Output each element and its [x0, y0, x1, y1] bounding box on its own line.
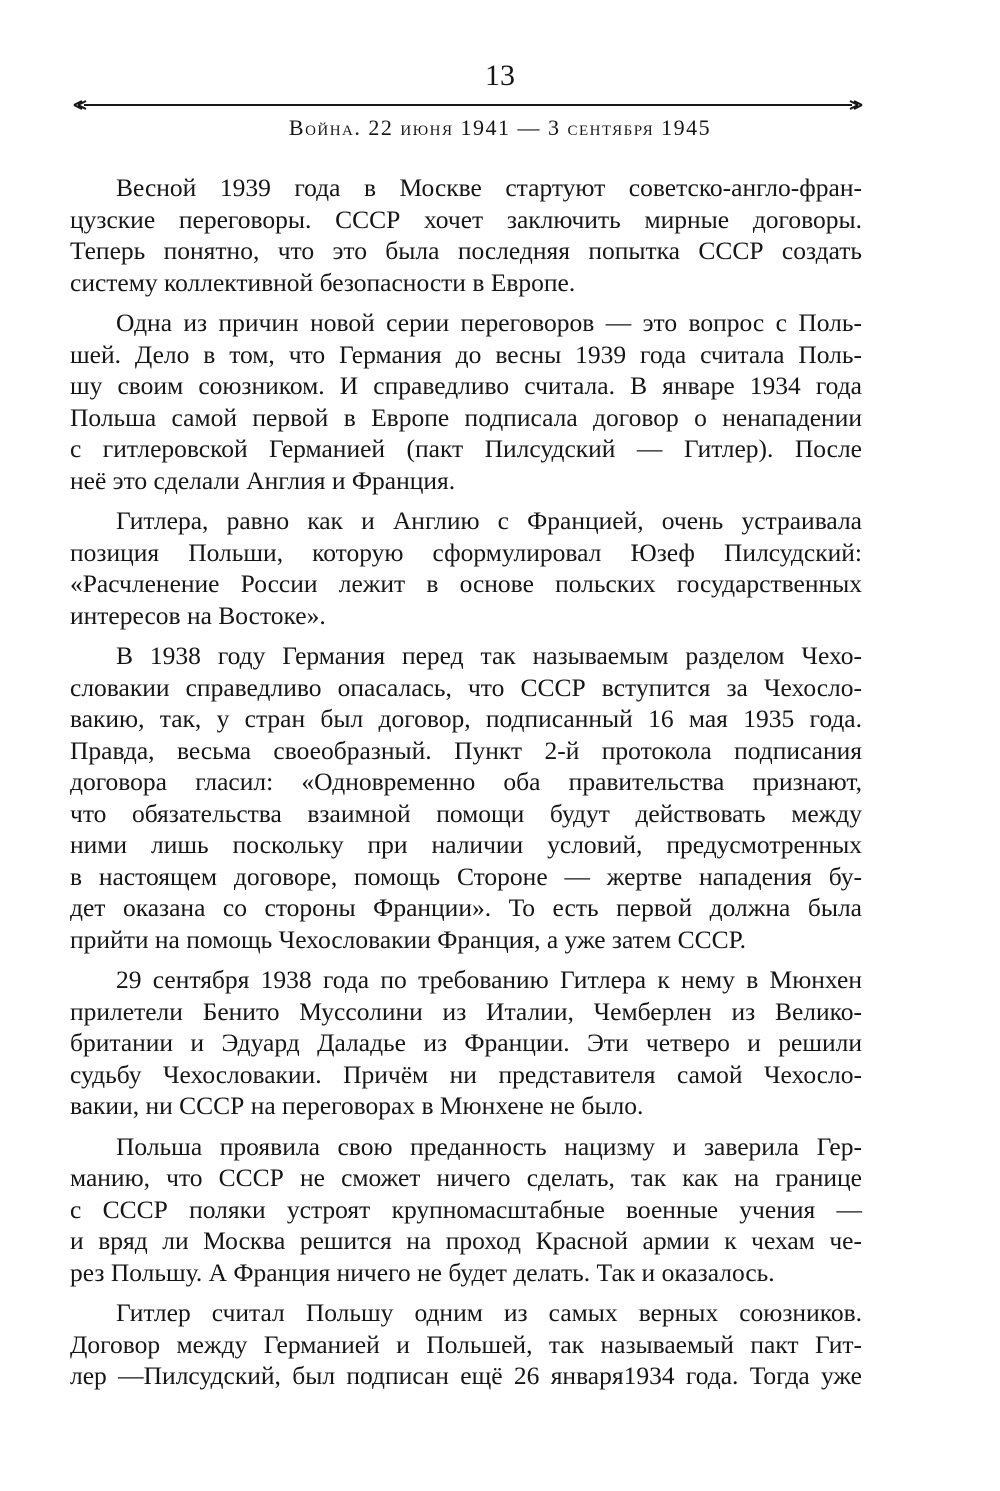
text-line: вакию, так, у стран был договор, подписанный 16 мая 1935 года.: [70, 704, 862, 733]
text-line: Весной 1939 года в Москве стартуют советско-англо-фран-: [116, 173, 862, 202]
paragraph: [70, 1131, 862, 1289]
page-number: 13: [485, 59, 515, 92]
text-line: в настоящем договоре, помощь Стороне — жертве нападения бу-: [70, 861, 862, 891]
paragraph: [70, 1297, 862, 1392]
text-line: Гитлер считал Польшу одним из самых верных союзников.: [116, 1298, 862, 1327]
text-line: интересов на Востоке».: [70, 600, 326, 630]
text-line: Договор между Германией и Польшей, так называемый пакт Гит-: [70, 1329, 862, 1359]
text-line: дет оказана со стороны Франции». То есть первой должна была: [70, 893, 862, 922]
text-line: Польша проявила свою преданность нацизму и заверила Гер-: [116, 1131, 862, 1161]
paragraph: [70, 307, 862, 496]
text-line: с гитлеровской Германией (пакт Пилсудский — Гитлер). После: [70, 434, 862, 463]
text-line: и вряд ли Москва решится на проход Красной армии к чехам че-: [70, 1226, 862, 1255]
text-line: систему коллективной безопасности в Европе.: [70, 267, 576, 297]
text-line: неё это сделали Англия и Франция.: [70, 465, 456, 495]
text-line: британии и Эдуард Даладье из Франции. Эти четверо и решили: [70, 1028, 862, 1057]
text-line: позиция Польши, которую сформулировал Юзеф Пилсудский:: [70, 537, 862, 567]
paragraph: [70, 640, 862, 955]
text-line: Теперь понятно, что это была последняя попытка СССР создать: [70, 236, 862, 265]
paragraph: [70, 964, 862, 1122]
running-head: Война. 22 июня 1941 — 3 сентября 1945: [288, 115, 712, 140]
text-line: лер —Пилсудский, был подписан ещё 26 января1934 года. Тогда уже: [70, 1361, 862, 1390]
text-line: судьбу Чехословакии. Причём ни представителя самой Чехосло-: [70, 1059, 862, 1089]
text-line: вакии, ни СССР на переговорах в Мюнхене не было.: [70, 1091, 644, 1120]
header-rule: [72, 100, 864, 110]
text-line: Польша самой первой в Европе подписала договор о ненападении: [70, 402, 862, 432]
text-line: манию, что СССР не сможет ничего сделать, так как на границе: [70, 1163, 862, 1192]
text-line: Правда, весьма своеобразный. Пункт 2-й протокола подписания: [70, 735, 862, 765]
text-line: шу своим союзником. И справедливо считала. В январе 1934 года: [70, 371, 862, 400]
paragraph: [70, 505, 862, 631]
text-line: В 1938 году Германия перед так называемым разделом Чехо-: [116, 641, 862, 670]
text-line: прийти на помощь Чехословакии Франция, а уже затем СССР.: [70, 924, 747, 954]
text-line: ними лишь поскольку при наличии условий, предусмотренных: [70, 830, 862, 859]
text-line: цузские переговоры. СССР хочет заключить мирные договоры.: [70, 204, 862, 234]
text-line: Гитлера, равно как и Англию с Францией, очень устраивала: [116, 506, 862, 535]
text-line: договора гласил: «Одновременно оба правительства признают,: [70, 767, 862, 796]
text-line: с СССР поляки устроят крупномасштабные военные учения —: [70, 1194, 862, 1224]
text-line: словакии справедливо опасалась, что СССР вступится за Чехосло-: [70, 672, 862, 702]
text-line: «Расчленение России лежит в основе польских государственных: [70, 569, 862, 598]
paragraph: [70, 172, 862, 298]
text-line: рез Польшу. А Франция ничего не будет делать. Так и оказалось.: [70, 1257, 775, 1287]
text-line: прилетели Бенито Муссолини из Италии, Чемберлен из Велико-: [70, 996, 862, 1026]
text-line: Одна из причин новой серии переговоров — это вопрос с Поль-: [116, 308, 862, 337]
text-line: что обязательства взаимной помощи будут действовать между: [70, 798, 862, 828]
text-line: 29 сентября 1938 года по требованию Гитлера к нему в Мюнхен: [116, 965, 862, 994]
text-line: шей. Дело в том, что Германия до весны 1939 года считала Поль-: [70, 339, 862, 369]
body-text: [70, 172, 862, 1401]
